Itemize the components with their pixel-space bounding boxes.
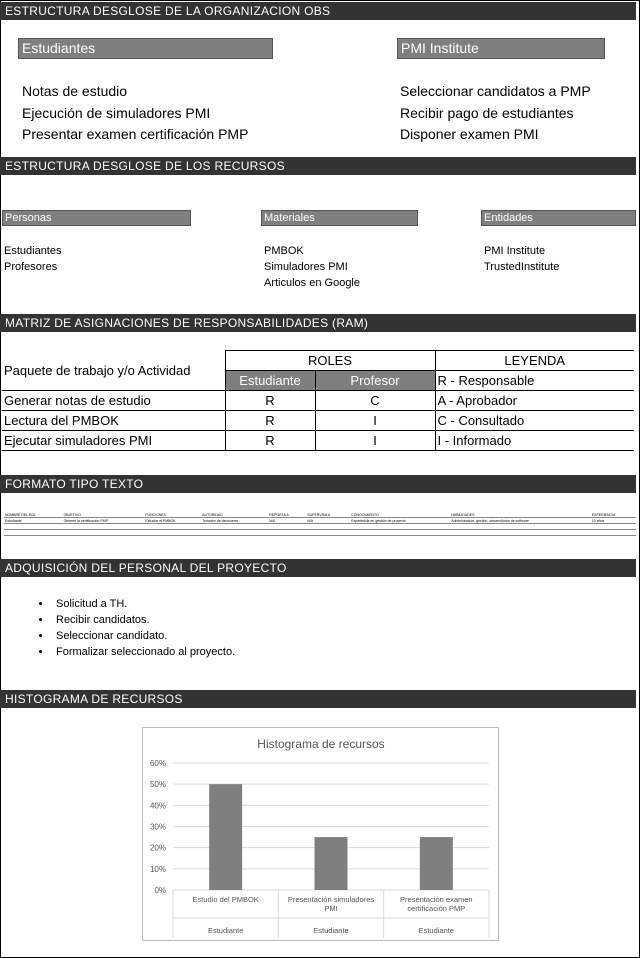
- section-header-histogram: HISTOGRAMA DE RECURSOS: [0, 690, 636, 708]
- table-cell: Tomador de decisiones: [201, 518, 268, 524]
- table-row: [2, 391, 634, 411]
- ram-student-cell: R: [225, 411, 315, 431]
- rbs-materiales-item: Simuladores PMI: [264, 261, 348, 273]
- x-tick-label: certificación PMP: [407, 904, 466, 913]
- rbs-personas-items: [4, 243, 61, 275]
- x-group-label: Estudiante: [207, 926, 244, 935]
- y-tick-label: 40%: [149, 801, 166, 811]
- table-header-cell: OBJETIVO: [63, 512, 145, 518]
- x-tick-label: Estudio del PMBOK: [192, 895, 259, 904]
- rbs-materiales-items: [264, 243, 360, 291]
- rbs-materiales-item: Articulos en Google: [264, 277, 360, 289]
- obs-student-item: Presentar examen certificación PMP: [22, 126, 249, 142]
- section-header-text-format: FORMATO TIPO TEXTO: [0, 475, 636, 493]
- section-header-rbs: ESTRUCTURA DESGLOSE DE LOS RECURSOS: [0, 157, 636, 175]
- ram-role-student: Estudiante: [225, 371, 315, 391]
- rbs-personas-item: Profesores: [4, 261, 58, 273]
- obs-student-items: [22, 81, 248, 146]
- bar: [209, 784, 242, 890]
- ram-teacher-cell: I: [315, 411, 435, 431]
- x-tick-label: Presentación simuladores: [287, 895, 375, 904]
- y-tick-label: 10%: [149, 864, 166, 874]
- obs-student-item: Ejecución de simuladores PMI: [22, 104, 211, 121]
- rbs-entidades-item: PMI Institute: [484, 245, 546, 257]
- ram-roles-header: ROLES: [225, 351, 435, 371]
- table-row: [2, 431, 634, 451]
- histogram-chart: [142, 727, 499, 941]
- table-header-cell: AUTORIDAD: [201, 512, 268, 518]
- ram-legend-item: A - Aprobador: [435, 391, 634, 411]
- y-tick-label: 60%: [149, 759, 166, 768]
- role-description-table: [4, 512, 636, 537]
- rbs-entidades-items: [484, 243, 559, 275]
- ram-activity: Generar notas de estudio: [2, 391, 225, 411]
- table-header-cell: EXPERIENCIA: [591, 512, 636, 518]
- table-header-cell: REPORTA A: [268, 512, 306, 518]
- table-cell: Estudiante: [4, 518, 63, 524]
- table-cell: N/A: [306, 518, 350, 524]
- table-cell: Administración, gestión, desarrollador de software: [450, 518, 591, 524]
- obs-student-item: Notas de estudio: [22, 83, 128, 99]
- rbs-box-materiales: Materiales: [261, 210, 418, 226]
- table-header-cell: SUPERVISA A: [306, 512, 350, 518]
- y-tick-label: 30%: [149, 822, 166, 832]
- ram-legend-item: C - Consultado: [435, 411, 634, 431]
- rbs-materiales-item: PMBOK: [264, 245, 304, 257]
- histogram-svg: [143, 728, 498, 940]
- x-tick-label: PMI: [324, 904, 338, 913]
- ram-role-teacher: Profesor: [315, 371, 435, 391]
- obs-pmi-item: Recibir pago de estudiantes: [400, 104, 574, 121]
- x-tick-label: Presentación examen: [400, 895, 473, 904]
- table-row: [2, 411, 634, 431]
- section-header-acquisition: ADQUISICIÓN DEL PERSONAL DEL PROYECTO: [0, 559, 636, 577]
- list-item: • Solicitud a TH.: [52, 596, 235, 612]
- rbs-entidades-item: TrustedInstitute: [484, 261, 560, 273]
- bar: [315, 837, 348, 890]
- ram-legend-item: I - Informado: [435, 431, 634, 451]
- x-group-label: Estudiante: [313, 926, 349, 935]
- ram-student-cell: R: [225, 391, 315, 411]
- ram-teacher-cell: I: [315, 431, 435, 451]
- section-header-obs: ESTRUCTURA DESGLOSE DE LA ORGANIZACION OBS: [0, 2, 636, 20]
- table-cell: Estudiar el PMBOK: [144, 518, 201, 524]
- table-cell: N/A: [268, 518, 306, 524]
- rbs-box-personas: Personas: [2, 210, 191, 226]
- ram-legend-item: R - Responsable: [435, 371, 634, 391]
- obs-pmi-item: Seleccionar candidatos a PMP: [400, 83, 591, 99]
- table-header-cell: HABILIDADES: [450, 512, 591, 518]
- list-item: • Seleccionar candidato.: [52, 628, 235, 644]
- obs-box-students: Estudiantes: [18, 38, 273, 59]
- section-header-ram: MATRIZ DE ASIGNACIONES DE RESPONSABILIDADES (RAM): [0, 314, 636, 332]
- y-tick-label: 20%: [149, 843, 166, 853]
- table-header-cell: NOMBRE DEL ROL: [4, 512, 63, 518]
- chart-title: Histograma de recursos: [257, 737, 385, 751]
- bar: [420, 837, 453, 890]
- rbs-box-entidades: Entidades: [481, 210, 636, 226]
- ram-activity-header: Paquete de trabajo y/o Actividad: [2, 351, 225, 391]
- table-header-cell: CONOCIMIENTO: [350, 512, 450, 518]
- y-tick-label: 50%: [149, 780, 166, 790]
- table-header-cell: FUNCIONES: [144, 512, 201, 518]
- ram-student-cell: R: [225, 431, 315, 451]
- ram-activity: Lectura del PMBOK: [2, 411, 225, 431]
- ram-teacher-cell: C: [315, 391, 435, 411]
- table-cell: 10 años: [591, 518, 636, 524]
- acquisition-list: [18, 596, 235, 660]
- rbs-personas-item: Estudiantes: [4, 245, 62, 257]
- y-tick-label: 0%: [154, 886, 166, 895]
- obs-pmi-items: [400, 81, 591, 146]
- obs-box-pmi: PMI Institute: [397, 38, 605, 59]
- table-cell: Experiencia en gestión de proyecto: [350, 518, 450, 524]
- list-item: • Formalizar seleccionado al proyecto.: [52, 644, 235, 660]
- obs-pmi-item: Disponer examen PMI: [400, 126, 539, 142]
- table-cell: Obtener la certificación PMP: [63, 518, 145, 524]
- ram-legend-header: LEYENDA: [435, 351, 634, 371]
- list-item: • Recibir candidatos.: [52, 612, 235, 628]
- ram-table: [2, 350, 634, 451]
- x-group-label: Estudiante: [418, 926, 455, 935]
- ram-activity: Ejecutar simuladores PMI: [2, 431, 225, 451]
